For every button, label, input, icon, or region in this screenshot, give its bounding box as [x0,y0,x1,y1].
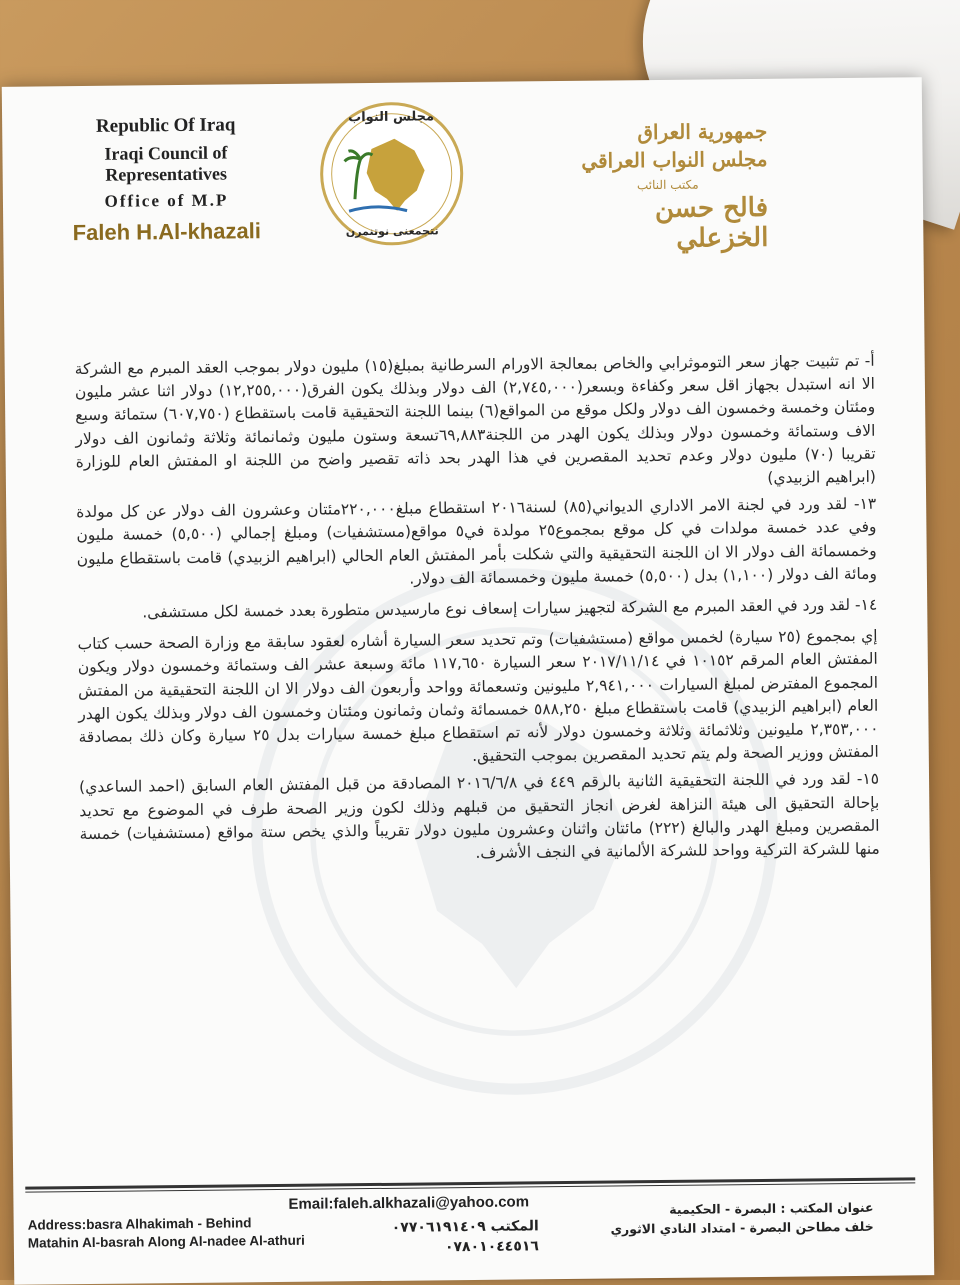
paragraph-a: أ- تم تثبيت جهاز سعر التوموثرابي والخاص بمعالجة الاورام السرطانية بمبلغ(١٥) مليون دولار بموجب العقد المبرم مع الشركة الا انه استبدل بجهاز اقل سعر وكفاءة وبسعر(٢,٧٤٥,٠٠٠) الف دولار وبذلك يكون الفرق(١٢,٢٥٥,٠٠٠) دولار اثنا عشر مليون ومئتان وخمسة وخمسون الف دولار ولكل موقع من المواقع(٦) بينما اللجنة التحقيقية قامت باستقطاع (٦٠٧,٧٥٠) ستمائة وسبع الاف وستمائة وخمسون دولار وبذلك يكون الهدر من اللجنة٦٩,٨٨٣تسعة وستون مليون وثمانمائة وثلاثة وثمانون الف دولار تقريبا (٧٠) مليون دولار وعدم تحديد المقصرين في هذا الهدر بحد ذاته تقصير واضح من اللجنة او المفتش العام للوزارة (ابراهيم الزبيدي) [74,351,876,487]
phone-label: المكتب [490,1218,539,1235]
council-name-arabic: مجلس النواب العراقي [581,146,768,173]
paragraph-13: ١٣- لقد ورد في لجنة الامر الاداري الديواني(٨٥) لسنة٢٠١٦ استقطاع مبلغ٢٢٠,٠٠٠مئتان وعشرون الف دولار عن كل مولدة وفي عدد خمسة مولدات في كل موقع بمجموع٢٥ مولدة في٥ مواقع(مستشفيات) ومبلغ إجمالي (٥,٥٠٠) خمسة مليون وخمسمائة الف دولار الا ان اللجنة التحقيقية والتي شكلت بأمر المفتش العام الحالي (ابراهيم الزبيدي) قامت باستقطاع مليون ومائة الف دولار (١,١٠٠) بدل (٥,٥٠٠) خمسة مليون وخمسمائة الف دولار. [76,494,877,588]
paragraph-14: ١٤- لقد ورد في العقد المبرم مع الشركة لتجهيز سيارات إسعاف نوع مارسيدس متطورة بعدد خمسة لكل مستشفى. [142,595,878,622]
office-name: Office of M.P [104,190,229,211]
letter-page [2,77,934,1285]
footer-email: Email:faleh.alkhazali@yahoo.com [288,1193,530,1213]
phone-number-1: ٠٧٧٠٦١٩١٤٠٩ [391,1218,486,1236]
footer-phones [339,1216,539,1258]
letter-body [75,350,880,874]
country-name-arabic: جمهورية العراق [637,118,768,145]
english-letterhead [58,114,274,246]
council-name: Iraqi Council of Representatives [104,142,228,185]
footer-address-english [28,1214,305,1253]
address-line-1: Address:basra Alhakimah - Behind [27,1215,252,1233]
emblem-top-text: مجلس النواب [348,109,435,126]
parliament-emblem-logo [316,98,468,250]
paragraph-15: ١٥- لقد ورد في اللجنة التحقيقية الثانية بالرقم ٤٤٩ في ٢٠١٦/٦/٨ المصادقة من قبل المفتش العام السابق (احمد الساعدي) بإحالة التحقيق الى هيئة النزاهة لغرض انجاز التحقيق من قبلهم وذلك لكون وزير الصحة طرف في الموضوع مع تحديد المقصرين ومبلغ الهدر والبالغ (٢٢٢) مائتان واثنان وعشرون مليون دولار تقريباً والذي يخص ستة مواقع (مستشفيات) خمسة منها للشركة التركية وواحد للشركة الألمانية في النجف الأشرف. [79,770,880,862]
footer-address-arabic [610,1198,874,1239]
office-name-arabic: مكتب النائب [636,177,699,193]
paragraph-14-detail: إي بمجموع (٢٥ سيارة) لخمس مواقع (مستشفيات) وتم تحديد سعر السيارة أشاره لعقود سابقة مع وزارة الصحة حسب كتاب المفتش العام المرقم ١٠١٥٢ في ٢٠١٧/١١/١٤ سعر السيارة ١١٧,٦٥٠ مائة وسبعة عشر الف وستمائة وخمسون دولار ويكون المجموع المفترض لمبلغ السيارات ٢,٩٤١,٠٠٠ مليونين وتسعمائة وواحد وأربعون الف دولار الا ان اللجنة التحقيقية من المفتش العام (ابراهيم الزبيدي) قامت باستقطاع مبلغ ٥٨٨,٢٥٠ خمسمائة وثمان وثمانون ومئتان وخمسون الف دولار وبذلك يكون الهدر ٢,٣٥٣,٠٠٠ مليونين وثلاثمائة وثلاثة وخمسون دولار لأنه تم استقطاع مبلغ خمسة سيارات بدل ٢٥ سيارة وكان ذلك بمصادقة المفتش ووزير الصحة ولم يتم تحديد المقصرين بموجب التحقيق. [77,626,879,766]
address-arabic-line-1: عنوان المكتب : البصرة - الحكيمية [669,1199,874,1217]
address-line-2: Matahin Al-basrah Along Al-nadee Al-athuri [27,1232,305,1251]
mp-name-arabic: فالح حسن الخزعلي [654,192,769,254]
country-name: Republic Of Iraq [95,114,236,137]
address-arabic-line-2: خلف مطاحن البصرة - امتداد النادي الاثوري [610,1218,874,1237]
emblem-bottom-text: نتجمعنى نوتنمرن [345,224,439,239]
arabic-letterhead [567,119,768,255]
mp-name: Faleh H.Al-khazali [72,218,262,246]
phone-number-2: ٠٧٨٠١٠٤٤٥١٦ [444,1238,540,1256]
